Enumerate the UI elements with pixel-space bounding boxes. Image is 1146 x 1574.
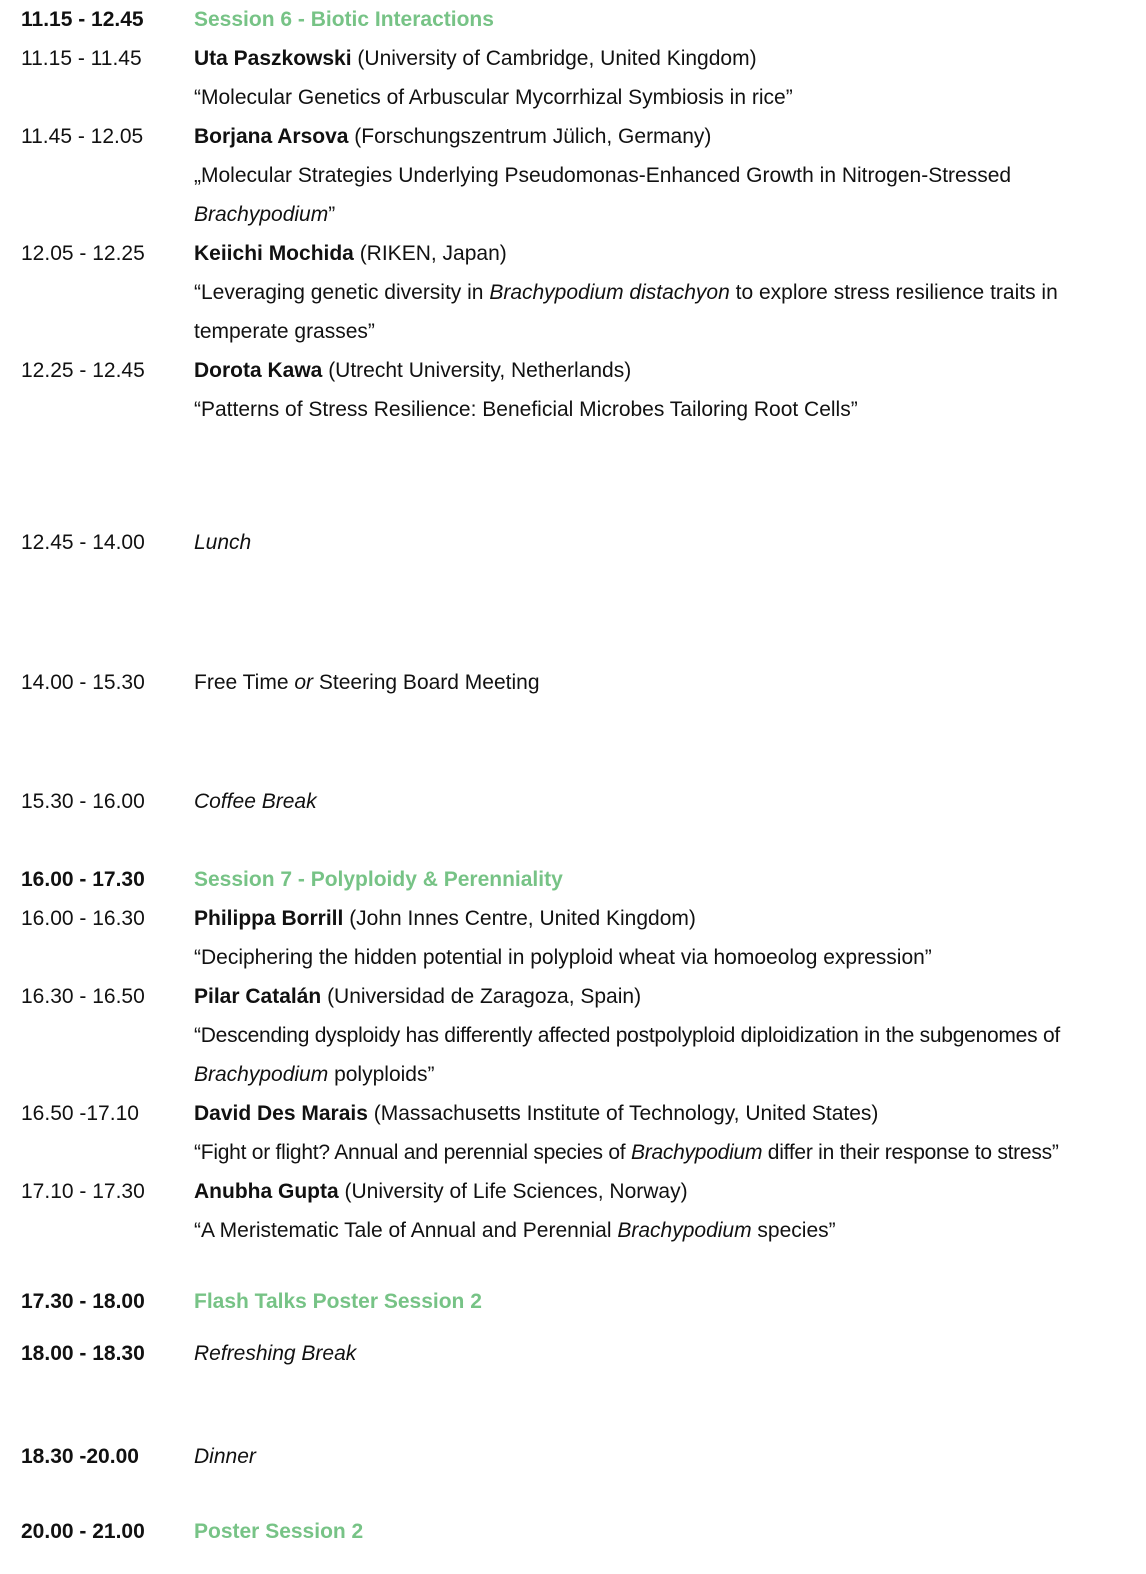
session-title: Flash Talks Poster Session 2 bbox=[194, 1290, 482, 1313]
talk-title-species: Brachypodium bbox=[194, 203, 329, 226]
session-title: Session 7 - Polyploidy & Perenniality bbox=[194, 868, 563, 891]
talk-title-end: to explore stress resilience traits in bbox=[729, 281, 1058, 304]
time-slot: 16.50 -17.10 bbox=[21, 1102, 139, 1125]
speaker-affiliation: (Massachusetts Institute of Technology, United States) bbox=[367, 1102, 879, 1125]
break-label: Dinner bbox=[194, 1445, 256, 1468]
time-slot: 11.15 - 11.45 bbox=[21, 47, 142, 70]
session-title: Poster Session 2 bbox=[194, 1520, 364, 1543]
speaker-name: Dorota Kawa bbox=[194, 359, 323, 382]
speaker-name: Pilar Catalán bbox=[194, 985, 322, 1008]
time-slot: 12.05 - 12.25 bbox=[21, 242, 145, 265]
talk-title-end: polyploids” bbox=[328, 1063, 435, 1086]
talk-title: “Deciphering the hidden potential in polyploid wheat via homoeolog expression” bbox=[194, 946, 932, 969]
session-title: Session 6 - Biotic Interactions bbox=[194, 8, 494, 31]
or-label: or bbox=[294, 671, 314, 694]
talk-title-end: differ in their response to stress” bbox=[762, 1141, 1059, 1164]
time-slot: 11.45 - 12.05 bbox=[21, 125, 144, 148]
speaker-name: Anubha Gupta bbox=[194, 1180, 339, 1203]
time-slot: 20.00 - 21.00 bbox=[21, 1520, 145, 1543]
talk-title: “Molecular Genetics of Arbuscular Mycorrhizal Symbiosis in rice” bbox=[194, 86, 793, 109]
time-slot: 12.25 - 12.45 bbox=[21, 359, 145, 382]
speaker-name: Philippa Borrill bbox=[194, 907, 344, 930]
speaker-name: David Des Marais bbox=[194, 1102, 368, 1125]
speaker-affiliation: (RIKEN, Japan) bbox=[353, 242, 507, 265]
speaker-affiliation: (University of Life Sciences, Norway) bbox=[338, 1180, 688, 1203]
time-slot: 12.45 - 14.00 bbox=[21, 531, 145, 554]
speaker-affiliation: (Utrecht University, Netherlands) bbox=[322, 359, 632, 382]
talk-title: “Leveraging genetic diversity in bbox=[194, 281, 490, 304]
talk-title: „Molecular Strategies Underlying Pseudomonas-Enhanced Growth in Nitrogen-Stressed bbox=[194, 164, 1012, 187]
talk-title-end: species” bbox=[751, 1219, 836, 1242]
talk-title-species: Brachypodium distachyon bbox=[489, 281, 730, 304]
break-label: Coffee Break bbox=[194, 790, 317, 813]
break-label: Lunch bbox=[194, 531, 252, 554]
time-slot: 18.00 - 18.30 bbox=[21, 1342, 145, 1365]
time-slot: 17.30 - 18.00 bbox=[21, 1290, 145, 1313]
talk-title: “Patterns of Stress Resilience: Beneficial Microbes Tailoring Root Cells” bbox=[194, 398, 858, 421]
speaker-name: Uta Paszkowski bbox=[194, 47, 352, 70]
time-slot: 11.15 - 12.45 bbox=[21, 8, 144, 31]
speaker-affiliation: (Forschungszentrum Jülich, Germany) bbox=[348, 125, 712, 148]
talk-title: “Descending dysploidy has differently affected postpolyploid diploidization in the subgenomes of bbox=[194, 1024, 1060, 1047]
time-slot: 17.10 - 17.30 bbox=[21, 1180, 145, 1203]
time-slot: 15.30 - 16.00 bbox=[21, 790, 145, 813]
break-label: Refreshing Break bbox=[194, 1342, 357, 1365]
talk-title: “Fight or flight? Annual and perennial species of bbox=[194, 1141, 631, 1164]
talk-title: “A Meristematic Tale of Annual and Perennial bbox=[194, 1219, 618, 1242]
speaker-affiliation: (Universidad de Zaragoza, Spain) bbox=[321, 985, 642, 1008]
free-time-label: Free Time bbox=[194, 671, 295, 694]
talk-title-end: ” bbox=[328, 203, 336, 226]
steering-board-label: Steering Board Meeting bbox=[313, 671, 540, 694]
speaker-affiliation: (University of Cambridge, United Kingdom) bbox=[351, 47, 757, 70]
talk-title-species: Brachypodium bbox=[630, 1141, 763, 1164]
time-slot: 16.30 - 16.50 bbox=[21, 985, 145, 1008]
time-slot: 18.30 -20.00 bbox=[21, 1445, 139, 1468]
time-slot: 16.00 - 17.30 bbox=[21, 868, 145, 891]
talk-title-species: Brachypodium bbox=[617, 1219, 752, 1242]
talk-title-species: Brachypodium bbox=[194, 1063, 329, 1086]
speaker-affiliation: (John Innes Centre, United Kingdom) bbox=[343, 907, 696, 930]
speaker-name: Borjana Arsova bbox=[194, 125, 349, 148]
time-slot: 16.00 - 16.30 bbox=[21, 907, 145, 930]
speaker-name: Keiichi Mochida bbox=[194, 242, 354, 265]
talk-title-line2: temperate grasses” bbox=[194, 320, 375, 343]
time-slot: 14.00 - 15.30 bbox=[21, 671, 145, 694]
